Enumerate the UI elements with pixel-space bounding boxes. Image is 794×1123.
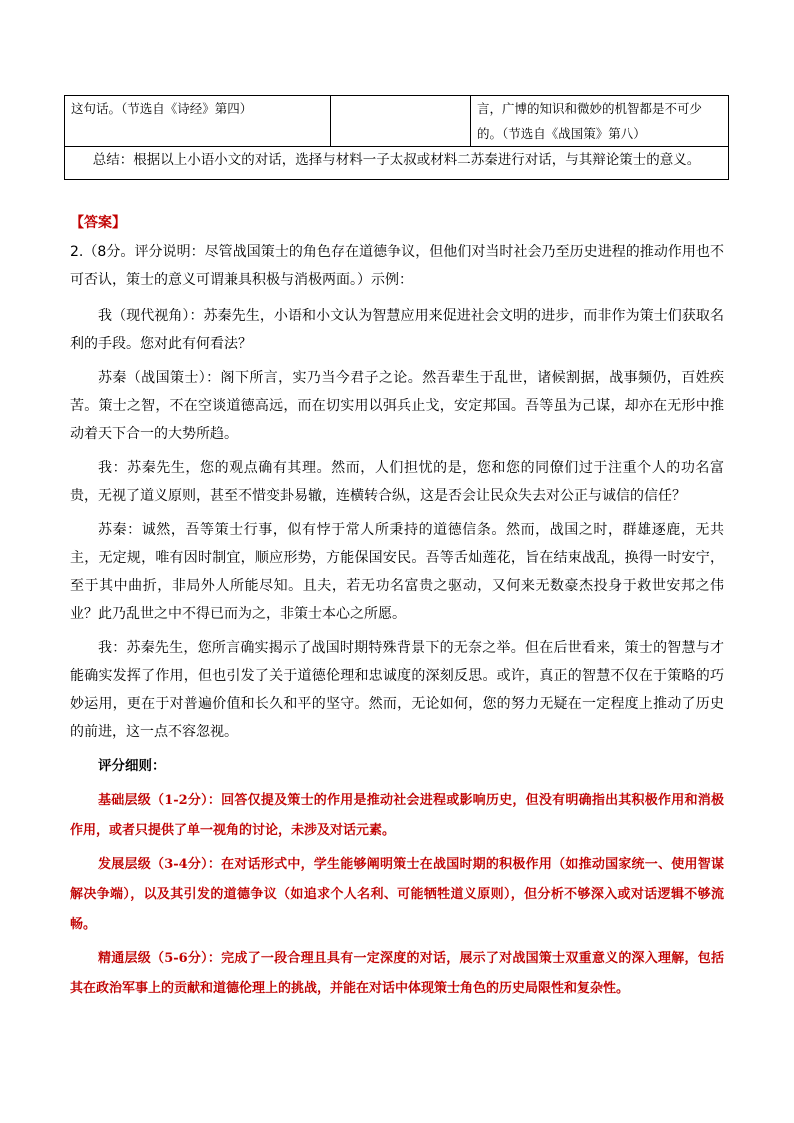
table-cell-text: 这句话。（节选自《诗经》第四） [71, 101, 253, 116]
table-cell-right [471, 96, 729, 147]
table-cell-left [65, 96, 331, 147]
table-cell-middle [331, 96, 471, 147]
dialogue-line: 苏秦：诚然，吾等策士行事，似有悖于常人所秉持的道德信条。然而，战国之时，群雄逐鹿，无共主，无定规，唯有因时制宜，顺应形势，方能保国安民。吾等舌灿莲花，旨在结束战乱，换得一时安宁，至于其中曲折，非局外人所能尽知。且夫，若无功名富贵之驱动，又何来无数豪杰投身于救世安邦之伟业？此乃乱世之中不得已而为之，非策士本心之所愿。 [70, 522, 724, 622]
dialogue-line: 我：苏秦先生，您所言确实揭示了战国时期特殊背景下的无奈之举。但在后世看来，策士的智慧与才能确实发挥了作用，但也引发了关于道德伦理和忠诚度的深刻反思。或许，真正的智慧不仅在于策略的巧妙运用，更在于对普遍价值和长久和平的坚守。然而，无论如何，您的努力无疑在一定程度上推动了历史的前进，这一点不容忽视。 [70, 640, 724, 740]
summary-cell [65, 147, 729, 180]
answer-section [70, 212, 724, 1008]
table-row [65, 96, 729, 147]
answer-heading: 【答案】 [70, 215, 126, 231]
rubric-item: 精通层级（5-6分）：完成了一段合理且具有一定深度的对话，展示了对战国策士双重意义的深入理解，包括其在政治军事上的贡献和道德伦理上的挑战，并能在对话中体现策士角色的历史局限性和复杂性。 [70, 951, 724, 996]
answer-intro: 2.（8分。评分说明：尽管战国策士的角色存在道德争议，但他们对当时社会乃至历史进程的推动作用也不可否认，策士的意义可谓兼具积极与消极两面。）示例： [70, 244, 724, 288]
material-table [64, 95, 729, 180]
dialogue-line: 苏秦（战国策士）：阁下所言，实乃当今君子之论。然吾辈生于乱世，诸候割据，战事频仍，百姓疾苦。策士之智，不在空谈道德高远，而在切实用以弭兵止戈，安定邦国。吾等虽为己谋，却亦在无形中推动着天下合一的大势所趋。 [70, 370, 724, 442]
table-row [65, 147, 729, 180]
table-cell-text: 的。（节选自《战国策》第八） [477, 126, 646, 141]
rubric-heading: 评分细则： [98, 758, 166, 774]
dialogue-line: 我：苏秦先生，您的观点确有其理。然而，人们担忧的是，您和您的同僚们过于注重个人的功名富贵，无视了道义原则，甚至不惜变卦易辙，连横转合纵，这是否会让民众失去对公正与诚信的信任？ [70, 460, 724, 504]
rubric-item: 发展层级（3-4分）：在对话形式中，学生能够阐明策士在战国时期的积极作用（如推动国家统一、使用智谋解决争端），以及其引发的道德争议（如追求个人名利、可能牺牲道义原则），但分析不够深入或对话逻辑不够流畅。 [70, 857, 724, 932]
table-cell-text: 言，广博的知识和微妙的机智都是不可少 [477, 101, 703, 116]
summary-text: 总结：根据以上小语小文的对话，选择与材料一子太叔或材料二苏秦进行对话，与其辩论策士的意义。 [92, 152, 701, 168]
dialogue-line: 我（现代视角）：苏秦先生，小语和小文认为智慧应用来促进社会文明的进步，而非作为策士们获取名利的手段。您对此有何看法？ [70, 308, 724, 352]
rubric-item: 基础层级（1-2分）：回答仅提及策士的作用是推动社会进程或影响历史，但没有明确指出其积极作用和消极作用，或者只提供了单一视角的讨论，未涉及对话元素。 [70, 793, 724, 838]
